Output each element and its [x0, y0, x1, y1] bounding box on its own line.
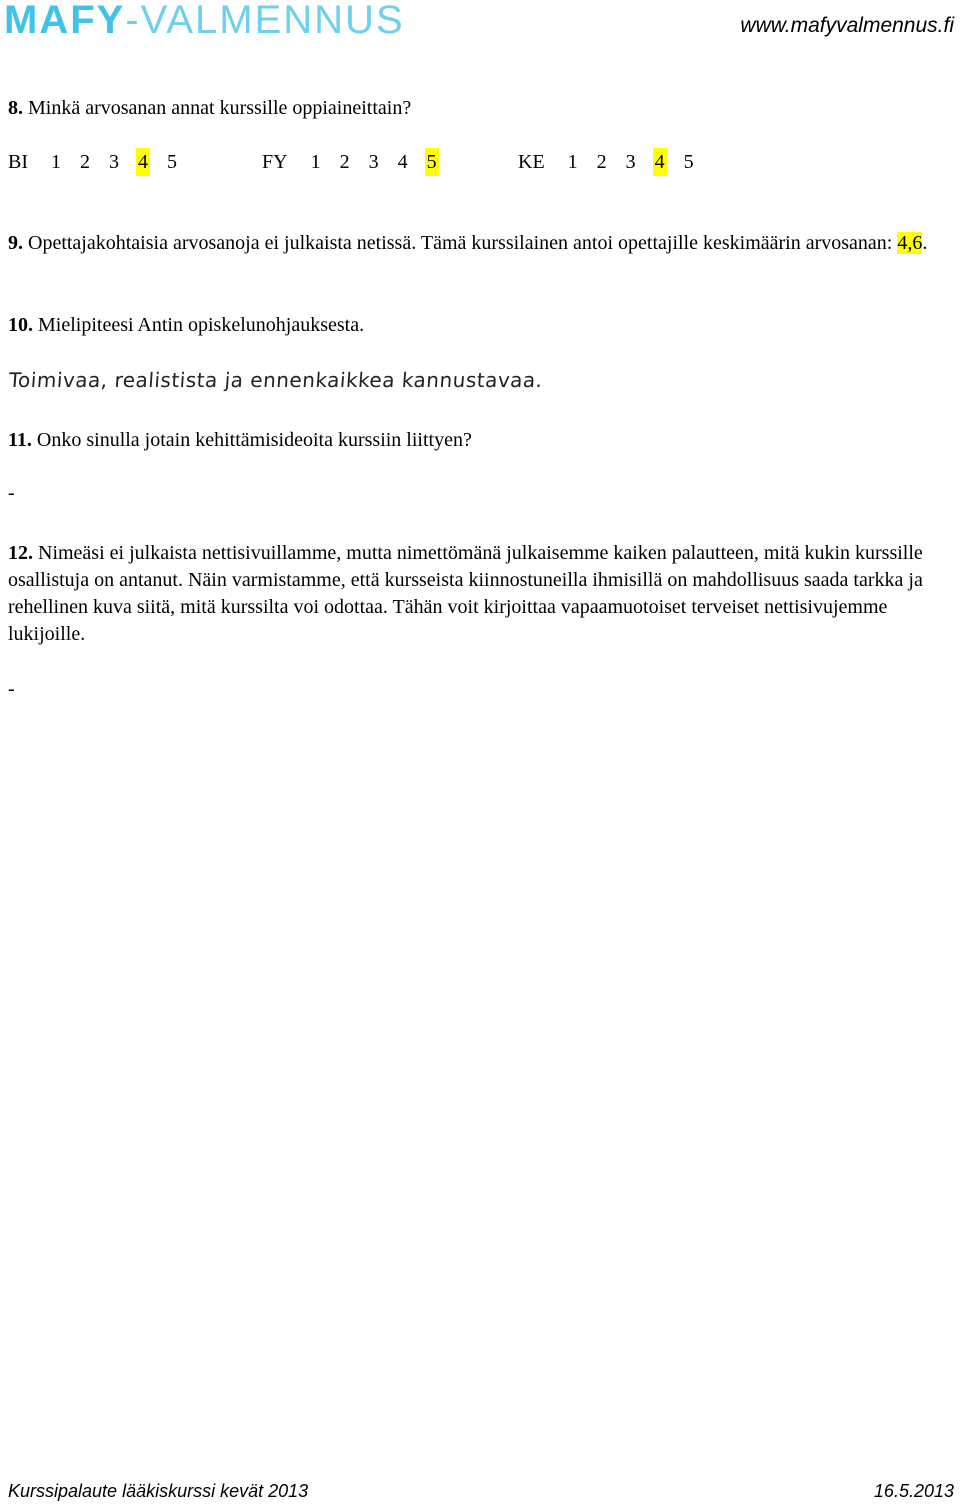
grade-group-fy	[262, 148, 454, 176]
question-12-number: 12.	[8, 542, 33, 564]
question-10-text: Mielipiteesi Antin opiskelunohjauksesta.	[38, 314, 365, 336]
grade-group-bi	[8, 148, 194, 176]
grade-option-selected: 4	[653, 148, 667, 176]
grade-option: 3	[109, 151, 119, 173]
subject-label: KE	[518, 151, 545, 173]
question-12-text: Nimeäsi ei julkaista nettisivuillamme, mutta nimettömänä julkaisemme kaiken palautteen, mitä kukin kurssille osallistuja on antanut. Näin varmistamme, että kursseista kiinnostuneilla ihmisillä on mahdollisuus saada tarkka ja rehellinen kuva siitä, mitä kurssilta voi odottaa. Tähän voit kirjoittaa vapaamuotoiset terveiset nettisivujemme lukijoille.	[8, 542, 923, 645]
question-10-answer: Toimivaa, realistista ja ennenkaikkea kannustavaa.	[8, 368, 544, 392]
question-11-answer: -	[8, 482, 15, 504]
subject-label: FY	[262, 151, 288, 173]
site-url[interactable]: www.mafyvalmennus.fi	[740, 14, 954, 37]
grade-option-selected: 4	[136, 148, 150, 176]
grade-group-ke	[518, 148, 711, 176]
grade-option: 1	[310, 151, 321, 173]
subject-label: BI	[8, 151, 28, 173]
grade-option: 3	[368, 151, 379, 173]
question-12-answer: -	[8, 678, 15, 700]
average-grade-value: 4,6	[897, 232, 923, 254]
question-10	[8, 312, 952, 339]
footer-course-title: Kurssipalaute lääkiskurssi kevät 2013	[8, 1481, 309, 1501]
question-9-number: 9.	[8, 232, 23, 254]
question-8	[8, 95, 952, 122]
question-11-number: 11.	[8, 429, 32, 451]
mafy-valmennus-logo	[4, 0, 405, 44]
grade-option: 5	[683, 151, 694, 173]
grade-option: 2	[596, 151, 607, 173]
question-10-number: 10.	[8, 314, 33, 336]
grade-option: 2	[80, 151, 90, 173]
question-8-text: Minkä arvosanan annat kurssille oppiaineittain?	[28, 97, 412, 119]
question-9-text: Opettajakohtaisia arvosanoja ei julkaista netissä. Tämä kurssilainen antoi opettajille keskimäärin arvosanan:	[28, 232, 893, 254]
question-12	[8, 540, 952, 648]
question-11-text: Onko sinulla jotain kehittämisideoita kurssiin liittyen?	[36, 429, 472, 451]
footer-date: 16.5.2013	[873, 1481, 954, 1501]
grade-option: 1	[51, 151, 61, 173]
logo-text-light: -VALMENNUS	[125, 0, 405, 42]
question-8-number: 8.	[8, 97, 23, 119]
grade-option: 3	[625, 151, 636, 173]
grade-option-selected: 5	[425, 148, 439, 176]
question-11	[8, 427, 952, 454]
grade-option: 4	[397, 151, 408, 173]
question-9-suffix: .	[922, 232, 928, 254]
grade-option: 2	[339, 151, 350, 173]
question-9	[8, 230, 952, 257]
grade-option: 5	[167, 151, 177, 173]
grade-option: 1	[567, 151, 578, 173]
logo-text-bold: MAFY	[4, 0, 126, 42]
